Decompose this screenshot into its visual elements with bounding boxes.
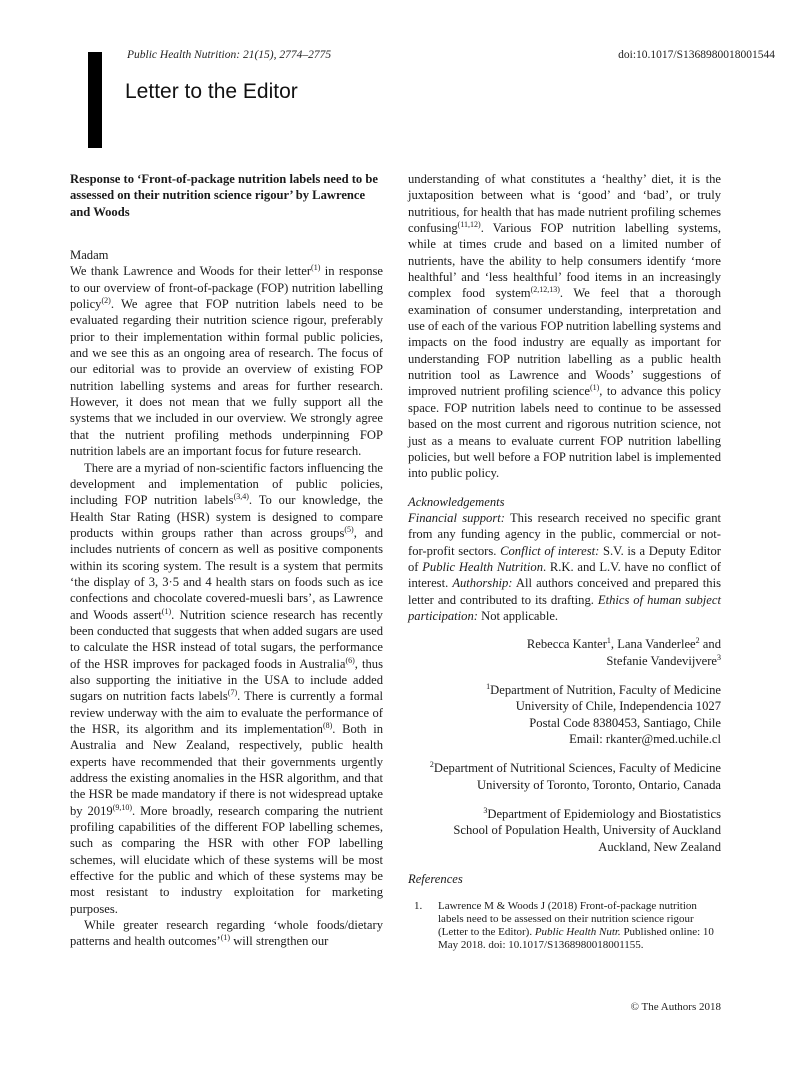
citation-link[interactable]: (1) <box>589 383 600 393</box>
right-column <box>408 171 721 952</box>
paragraph-3-continued: understanding of what constitutes a ‘healthy’ diet, it is the juxtaposition between what is ‘good’ and ‘bad’, or truly nutritious, for health that has made nutrient profiling schemes confusing$^{(11,12)}$. Various FOP nutrition labelling systems, while at times crude and based on a limited number of nutrients, have the ability to help consumers identify ‘more healthful’ and ‘less healthful’ food items in an increasingly complex food system$^{(2,12,13)}$. We feel that a thorough examination of consumer understanding, interpretation and use of each of the various FOP nutrition labelling systems and impacts on the food industry are equally as important for understanding FOP nutrition labelling as a public health nutrition tool as Lawrence and Woods’ suggestions of improved nutrient profiling science$^{(1)}$, to advance this policy space. FOP nutrition labels need to continue to be assessed based on the most current and rigorous nutrition science, not just as a means to evaluate current FOP nutrition labelling policies, but well before a FOP nutrition label is implemented into public policy. <box>408 172 722 481</box>
doi-link[interactable]: doi:10.1017/S1368980018001544 <box>618 49 775 61</box>
salutation: Madam <box>70 248 109 263</box>
citation-link[interactable]: (3,4) <box>233 492 249 502</box>
journal-citation: Public Health Nutrition: 21(15), 2774–2775 <box>127 49 332 61</box>
citation-link[interactable]: (1) <box>161 606 172 616</box>
letter-title: Response to ‘Front-of-package nutrition labels need to be assessed on their nutrition science rigour’ by Lawrence and Woods <box>70 172 378 219</box>
citation-link[interactable]: (9,10) <box>112 802 133 812</box>
paragraph-3: While greater research regarding ‘whole foods/dietary patterns and health outcomes’$^{(1)}$ will strengthen our <box>70 918 383 949</box>
author-list: Rebecca Kanter$^1$, Lana Vanderlee$^2$ and Stefanie Vandevijvere$^3$ <box>526 636 721 668</box>
citation-link[interactable]: (1) <box>311 263 321 273</box>
affiliation-2: $^2$Department of Nutritional Sciences, Faculty of Medicine University of Toronto, Toronto, Ontario, Canada <box>429 760 721 792</box>
citation-link[interactable]: (6) <box>345 655 355 665</box>
author-email[interactable]: Email: rkanter@med.uchile.cl <box>569 732 721 746</box>
citation-link[interactable]: (2,12,13) <box>530 285 560 295</box>
left-column <box>70 171 383 950</box>
section-title: Letter to the Editor <box>125 80 298 103</box>
citation-link[interactable]: (8) <box>322 721 333 730</box>
references-heading: References <box>408 872 463 887</box>
citation-link[interactable]: (11,12) <box>457 220 481 230</box>
paragraph-1: We thank Lawrence and Woods for their letter$^{(1)}$ in response to our overview of front-of-package (FOP) nutrition labelling policy$^{(2)}$. We agree that FOP nutrition labels need to be evaluated regarding their nutrition science rigour, preferably prior to their implementation within formal public policies, and we see this as an ongoing area of research. The focus of our editorial was to provide an overview of existing FOP nutrition labelling systems and areas for further research. However, it does not mean that we fully support all the systems that we included in our overview. We strongly agree that the nutrient profiling methods underpinning FOP nutrition labels are an important focus for future research. <box>70 263 383 459</box>
acknowledgements-heading: Acknowledgements <box>408 494 505 509</box>
header-black-bar <box>88 52 102 148</box>
affiliation-1: $^1$Department of Nutrition, Faculty of Medicine University of Chile, Independencia 1027 Postal Code 8380453, Santiago, Chile Email: rkanter@med.uchile.cl <box>486 681 721 746</box>
affiliation-3: $^3$Department of Epidemiology and Biostatistics School of Population Health, University of Auckland Auckland, New Zealand <box>453 806 721 854</box>
citation-link[interactable]: (2) <box>101 296 111 306</box>
acknowledgements-text: Financial support: This research received no specific grant from any funding agency in the public, commercial or not-for-profit sectors. Conflict of interest: S.V. is a Deputy Editor of Public Health Nutrition. R.K. and L.V. have no conflict of interest. Authorship: All authors conceived and prepared this letter and contributed to its drafting. Ethics of human subject participation: Not applicable. <box>408 510 721 623</box>
citation-link[interactable]: (7) <box>227 688 238 698</box>
citation-link[interactable]: (1) <box>220 933 231 943</box>
paragraph-2: There are a myriad of non-scientific factors influencing the development and implementation of public policies, including FOP nutrition labels$^{(3,4)}$. To our knowledge, the Health Star Rating (HSR) system is designed to compare products within groups rather than across groups$^{(5)}$, and includes nutrients of concern as well as positive components within its scoring system. The result is a system that permits ‘the display of 3, 3·5 and 4 health stars on foods such as ice confections and chocolate covered-muesli bars’, as Lawrence and Woods assert$^{(1)}$. Nutrition science research has recently been conducted that suggests that when added sugars are used to calculate the HSR instead of total sugars, the performance of the HSR improves for packaged foods in Australia$^{(6)}$, thus also supporting the initiative in the USA to include added sugars on nutrition facts labels$^{(7)}$. There is currently a formal review underway with the aim to evaluate the performance of the HSR, its algorithm and its implementation$^{(8)}$. Both in Australia and New Zealand, respectively, public health experts have recommended that their governments urgently address the existing anomalies in the HSR algorithm, and that the HSR be made mandatory if there is not widespread uptake by 2019$^{(9,10)}$. More broadly, research comparing the nutrient profiling capabilities of the different FOP labelling schemes, such as comparing the HSR with other FOP labelling schemes, will elucidate which of these systems will be most effective for the public and which of these systems may be most resistant to industry exploitation for marketing purposes. <box>70 460 384 916</box>
copyright: © The Authors 2018 <box>630 1001 721 1013</box>
reference-item: 1. Lawrence M & Woods J (2018) Front-of-package nutrition labels need to be assessed on their nutrition science rigour (Letter to the Editor). Public Health Nutr. Published online: 10 May 2018. doi: 10.1017/S1368980018001155. <box>414 900 714 952</box>
citation-link[interactable]: (5) <box>344 524 354 534</box>
